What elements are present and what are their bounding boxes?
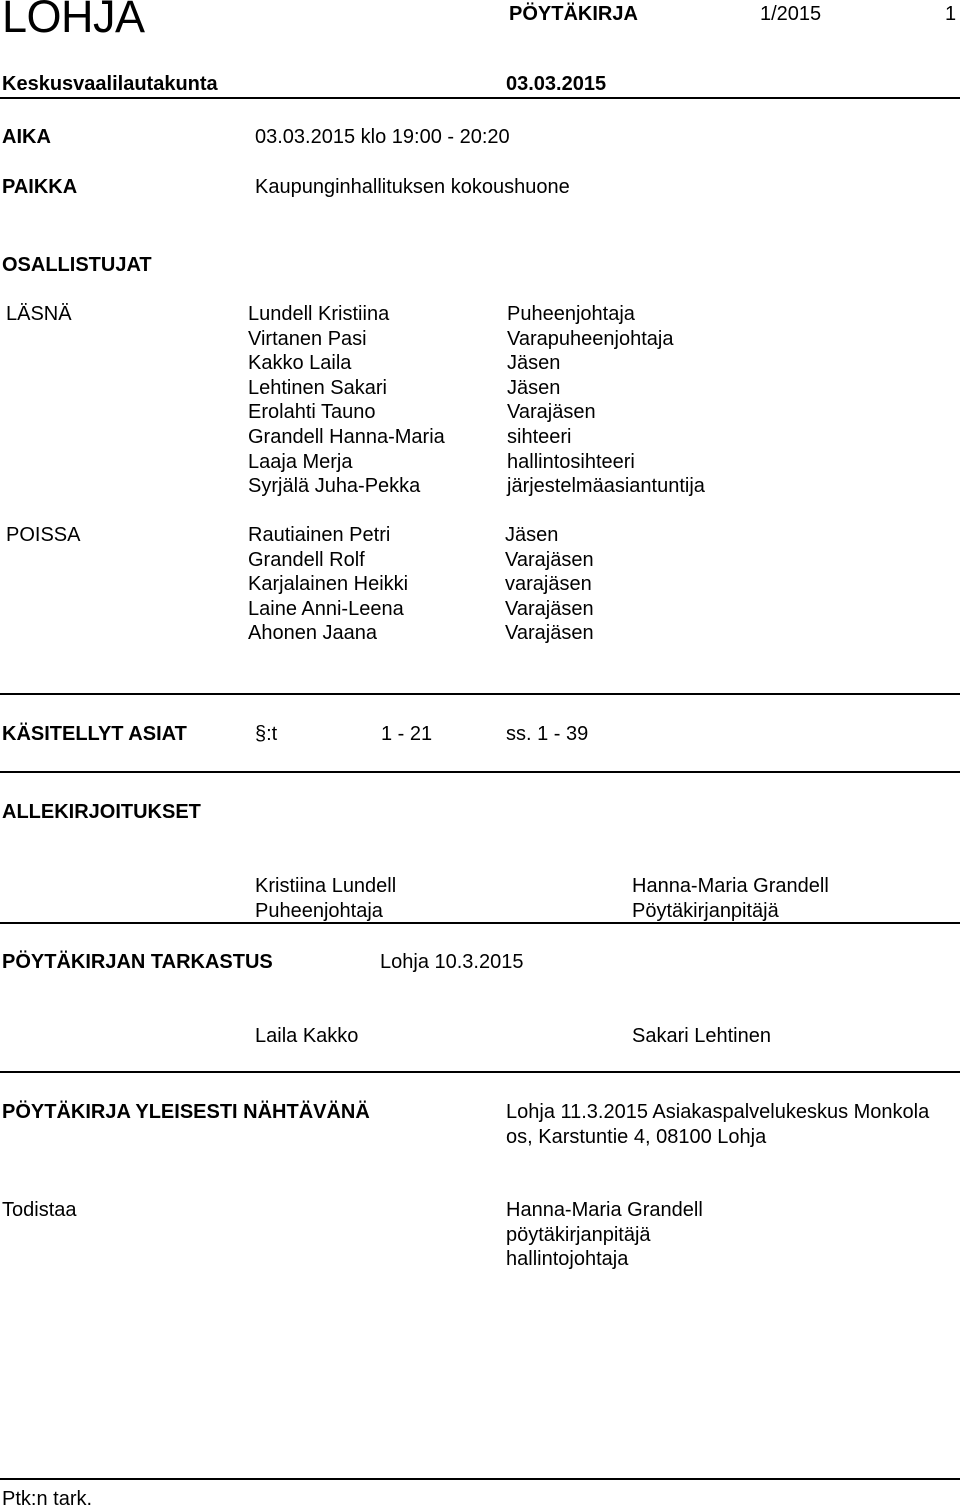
absent-role: Varajäsen [505, 622, 594, 645]
certify-title-2: hallintojohtaja [506, 1248, 629, 1270]
present-name: Lehtinen Sakari [248, 376, 387, 399]
absent-roles [505, 523, 594, 646]
secretary-name: Hanna-Maria Grandell [632, 875, 829, 897]
chair-role: Puheenjohtaja [255, 900, 383, 922]
committee-name: Keskusvaalilautakunta [2, 73, 218, 95]
city-logo: LOHJA [2, 0, 145, 42]
items-range: 1 - 21 [381, 723, 433, 745]
absent-names [248, 523, 408, 646]
present-names [248, 302, 445, 499]
time-value: 03.03.2015 klo 19:00 - 20:20 [255, 126, 510, 148]
place-label: PAIKKA [2, 176, 78, 198]
present-role: Varapuheenjohtaja [507, 327, 674, 350]
absent-role: varajäsen [505, 573, 592, 596]
absent-label: POISSA [6, 524, 81, 546]
absent-name: Ahonen Jaana [248, 622, 378, 645]
items-label: KÄSITELLYT ASIAT [2, 723, 187, 745]
footer-note: Ptk:n tark. [2, 1488, 93, 1510]
present-roles [507, 302, 705, 499]
present-name: Laaja Merja [248, 450, 353, 473]
absent-role: Varajäsen [505, 597, 594, 620]
signatures-heading: ALLEKIRJOITUKSET [2, 801, 201, 823]
certify-name: Hanna-Maria Grandell [506, 1199, 703, 1221]
present-name: Syrjälä Juha-Pekka [248, 475, 421, 498]
review-place-date: Lohja 10.3.2015 [380, 951, 524, 973]
present-name: Virtanen Pasi [248, 327, 367, 350]
review-divider [0, 1071, 960, 1073]
absent-name: Karjalainen Heikki [248, 573, 409, 596]
present-role: hallintosihteeri [507, 450, 635, 473]
present-role: Jäsen [507, 376, 561, 399]
items-top-divider [0, 693, 960, 695]
document-number: 1/2015 [760, 3, 822, 25]
secretary-role: Pöytäkirjanpitäjä [632, 900, 779, 922]
present-role: sihteeri [507, 425, 572, 448]
header-divider [0, 97, 960, 99]
present-role: Jäsen [507, 352, 561, 375]
items-bottom-divider [0, 771, 960, 773]
reviewer-2: Sakari Lehtinen [632, 1025, 771, 1047]
chair-name: Kristiina Lundell [255, 875, 397, 897]
meeting-date: 03.03.2015 [506, 73, 607, 95]
absent-name: Rautiainen Petri [248, 524, 391, 546]
present-name: Kakko Laila [248, 352, 352, 375]
present-role: Varajäsen [507, 401, 596, 424]
absent-name: Laine Anni-Leena [248, 597, 404, 620]
section-mark: §:t [255, 723, 278, 745]
present-name: Erolahti Tauno [248, 401, 376, 424]
page-number: 1 [945, 3, 957, 25]
place-value: Kaupunginhallituksen kokoushuone [255, 176, 570, 198]
document-type: PÖYTÄKIRJA [509, 3, 638, 25]
absent-role: Varajäsen [505, 548, 594, 571]
footer-divider [0, 1478, 960, 1480]
present-role: järjestelmäasiantuntija [507, 475, 705, 498]
signatures-divider [0, 922, 960, 924]
public-line-1: Lohja 11.3.2015 Asiakaspalvelukeskus Monkola [506, 1101, 930, 1123]
absent-role: Jäsen [505, 524, 559, 546]
present-name: Lundell Kristiina [248, 303, 390, 325]
present-role: Puheenjohtaja [507, 303, 635, 325]
public-line-2: os, Karstuntie 4, 08100 Lohja [506, 1126, 767, 1148]
present-name: Grandell Hanna-Maria [248, 425, 445, 448]
certify-label: Todistaa [2, 1199, 77, 1221]
participants-heading: OSALLISTUJAT [2, 254, 152, 276]
absent-name: Grandell Rolf [248, 548, 365, 571]
public-label: PÖYTÄKIRJA YLEISESTI NÄHTÄVÄNÄ [2, 1101, 370, 1123]
present-label: LÄSNÄ [6, 303, 72, 325]
review-label: PÖYTÄKIRJAN TARKASTUS [2, 951, 273, 973]
time-label: AIKA [2, 126, 51, 148]
items-pages: ss. 1 - 39 [506, 723, 589, 745]
reviewer-1: Laila Kakko [255, 1025, 359, 1047]
certify-title-1: pöytäkirjanpitäjä [506, 1224, 651, 1246]
